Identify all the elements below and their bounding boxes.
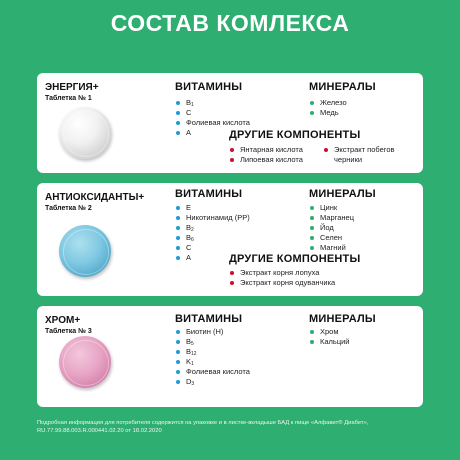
bullet-icon: [176, 131, 180, 135]
bullet-icon: [230, 148, 234, 152]
bullet-icon: [310, 330, 314, 334]
bullet-icon: [310, 101, 314, 105]
list-item: $B_1$: [175, 98, 250, 108]
bullet-icon: [230, 271, 234, 275]
minerals-heading: МИНЕРАЛЫ: [309, 188, 376, 200]
tablet-number: Таблетка № 3: [45, 328, 92, 335]
list-item: $B_5$: [175, 337, 250, 347]
list-item: Экстракт побегов: [323, 145, 395, 155]
list-item: черники: [334, 155, 363, 164]
minerals-heading: МИНЕРАЛЫ: [309, 81, 376, 93]
bullet-icon: [230, 281, 234, 285]
list-item: $B_2$: [175, 223, 250, 233]
complex-card-energy: [37, 73, 423, 173]
other-components-list: [229, 268, 335, 288]
list-item: Биотин (H): [175, 327, 250, 337]
white-tablet-image: [59, 107, 111, 159]
list-item: $B_{12}$: [175, 347, 250, 357]
list-item: Магний: [309, 243, 354, 253]
list-item: Экстракт корня лопуха: [229, 268, 335, 278]
bullet-icon: [176, 360, 180, 364]
list-item: C: [175, 108, 250, 118]
list-item: A: [175, 253, 250, 263]
bullet-icon: [176, 111, 180, 115]
vitamins-heading: ВИТАМИНЫ: [175, 81, 243, 93]
bullet-icon: [176, 236, 180, 240]
list-item: C: [175, 243, 250, 253]
card-name: ХРОМ+: [45, 315, 81, 326]
bullet-icon: [176, 216, 180, 220]
bullet-icon: [176, 246, 180, 250]
bullet-icon: [176, 256, 180, 260]
bullet-icon: [324, 148, 328, 152]
vitamins-list: [175, 327, 250, 387]
bullet-icon: [176, 370, 180, 374]
bullet-icon: [176, 340, 180, 344]
list-item: Селен: [309, 233, 354, 243]
footer-line-2: RU.77.99.88.003.R.000441.02.20 от 18.02.2020: [37, 428, 162, 434]
footer-line-1: Подробная информация для потребителя содержится на упаковке и в листке-вкладыше БАД к пище «Алфавит® Диабет»,: [37, 420, 369, 426]
bullet-icon: [310, 246, 314, 250]
bullet-icon: [176, 101, 180, 105]
list-item: $K_1$: [175, 357, 250, 367]
tablet-number: Таблетка № 1: [45, 95, 92, 102]
bullet-icon: [176, 206, 180, 210]
bullet-icon: [310, 226, 314, 230]
card-name: ЭНЕРГИЯ+: [45, 82, 99, 93]
bullet-icon: [310, 340, 314, 344]
card-name: АНТИОКСИДАНТЫ+: [45, 192, 145, 203]
list-item: Никотинамид (PP): [175, 213, 250, 223]
list-item: A: [175, 128, 250, 138]
bullet-icon: [230, 158, 234, 162]
bullet-icon: [176, 121, 180, 125]
bullet-icon: [176, 350, 180, 354]
bullet-icon: [310, 236, 314, 240]
list-item: Хром: [309, 327, 350, 337]
list-item: Липоевая кислота: [229, 155, 303, 165]
list-item: Экстракт корня одуванчика: [229, 278, 335, 288]
other-components-heading: ДРУГИЕ КОМПОНЕНТЫ: [229, 129, 361, 141]
other-components-list-2: [323, 145, 395, 165]
list-item: Фолиевая кислота: [175, 367, 250, 377]
list-item: $D_3$: [175, 377, 250, 387]
bullet-icon: [176, 380, 180, 384]
list-item: Медь: [309, 108, 347, 118]
bullet-icon: [310, 216, 314, 220]
minerals-list: [309, 203, 354, 253]
page-title: СОСТАВ КОМЛЕКСА: [110, 10, 350, 36]
bullet-icon: [310, 111, 314, 115]
vitamins-heading: ВИТАМИНЫ: [175, 188, 243, 200]
list-item: E: [175, 203, 250, 213]
list-item: $B_6$: [175, 233, 250, 243]
list-item: Цинк: [309, 203, 354, 213]
bullet-icon: [176, 330, 180, 334]
footer-disclaimer: [37, 419, 437, 435]
minerals-heading: МИНЕРАЛЫ: [309, 313, 376, 325]
list-item: Йод: [309, 223, 354, 233]
bullet-icon: [310, 206, 314, 210]
list-item: Кальций: [309, 337, 350, 347]
tablet-number: Таблетка № 2: [45, 205, 92, 212]
list-item: Марганец: [309, 213, 354, 223]
complex-card-antioxidants: [37, 183, 423, 296]
bullet-icon: [176, 226, 180, 230]
pink-tablet-image: [59, 336, 111, 388]
other-components-heading: ДРУГИЕ КОМПОНЕНТЫ: [229, 253, 361, 265]
other-components-list: [229, 145, 303, 165]
minerals-list: [309, 98, 347, 118]
blue-tablet-image: [59, 225, 111, 277]
list-item: Янтарная кислота: [229, 145, 303, 155]
list-item: Железо: [309, 98, 347, 108]
vitamins-heading: ВИТАМИНЫ: [175, 313, 243, 325]
complex-card-chromium: [37, 306, 423, 407]
list-item: Фолиевая кислота: [175, 118, 250, 128]
minerals-list: [309, 327, 350, 347]
